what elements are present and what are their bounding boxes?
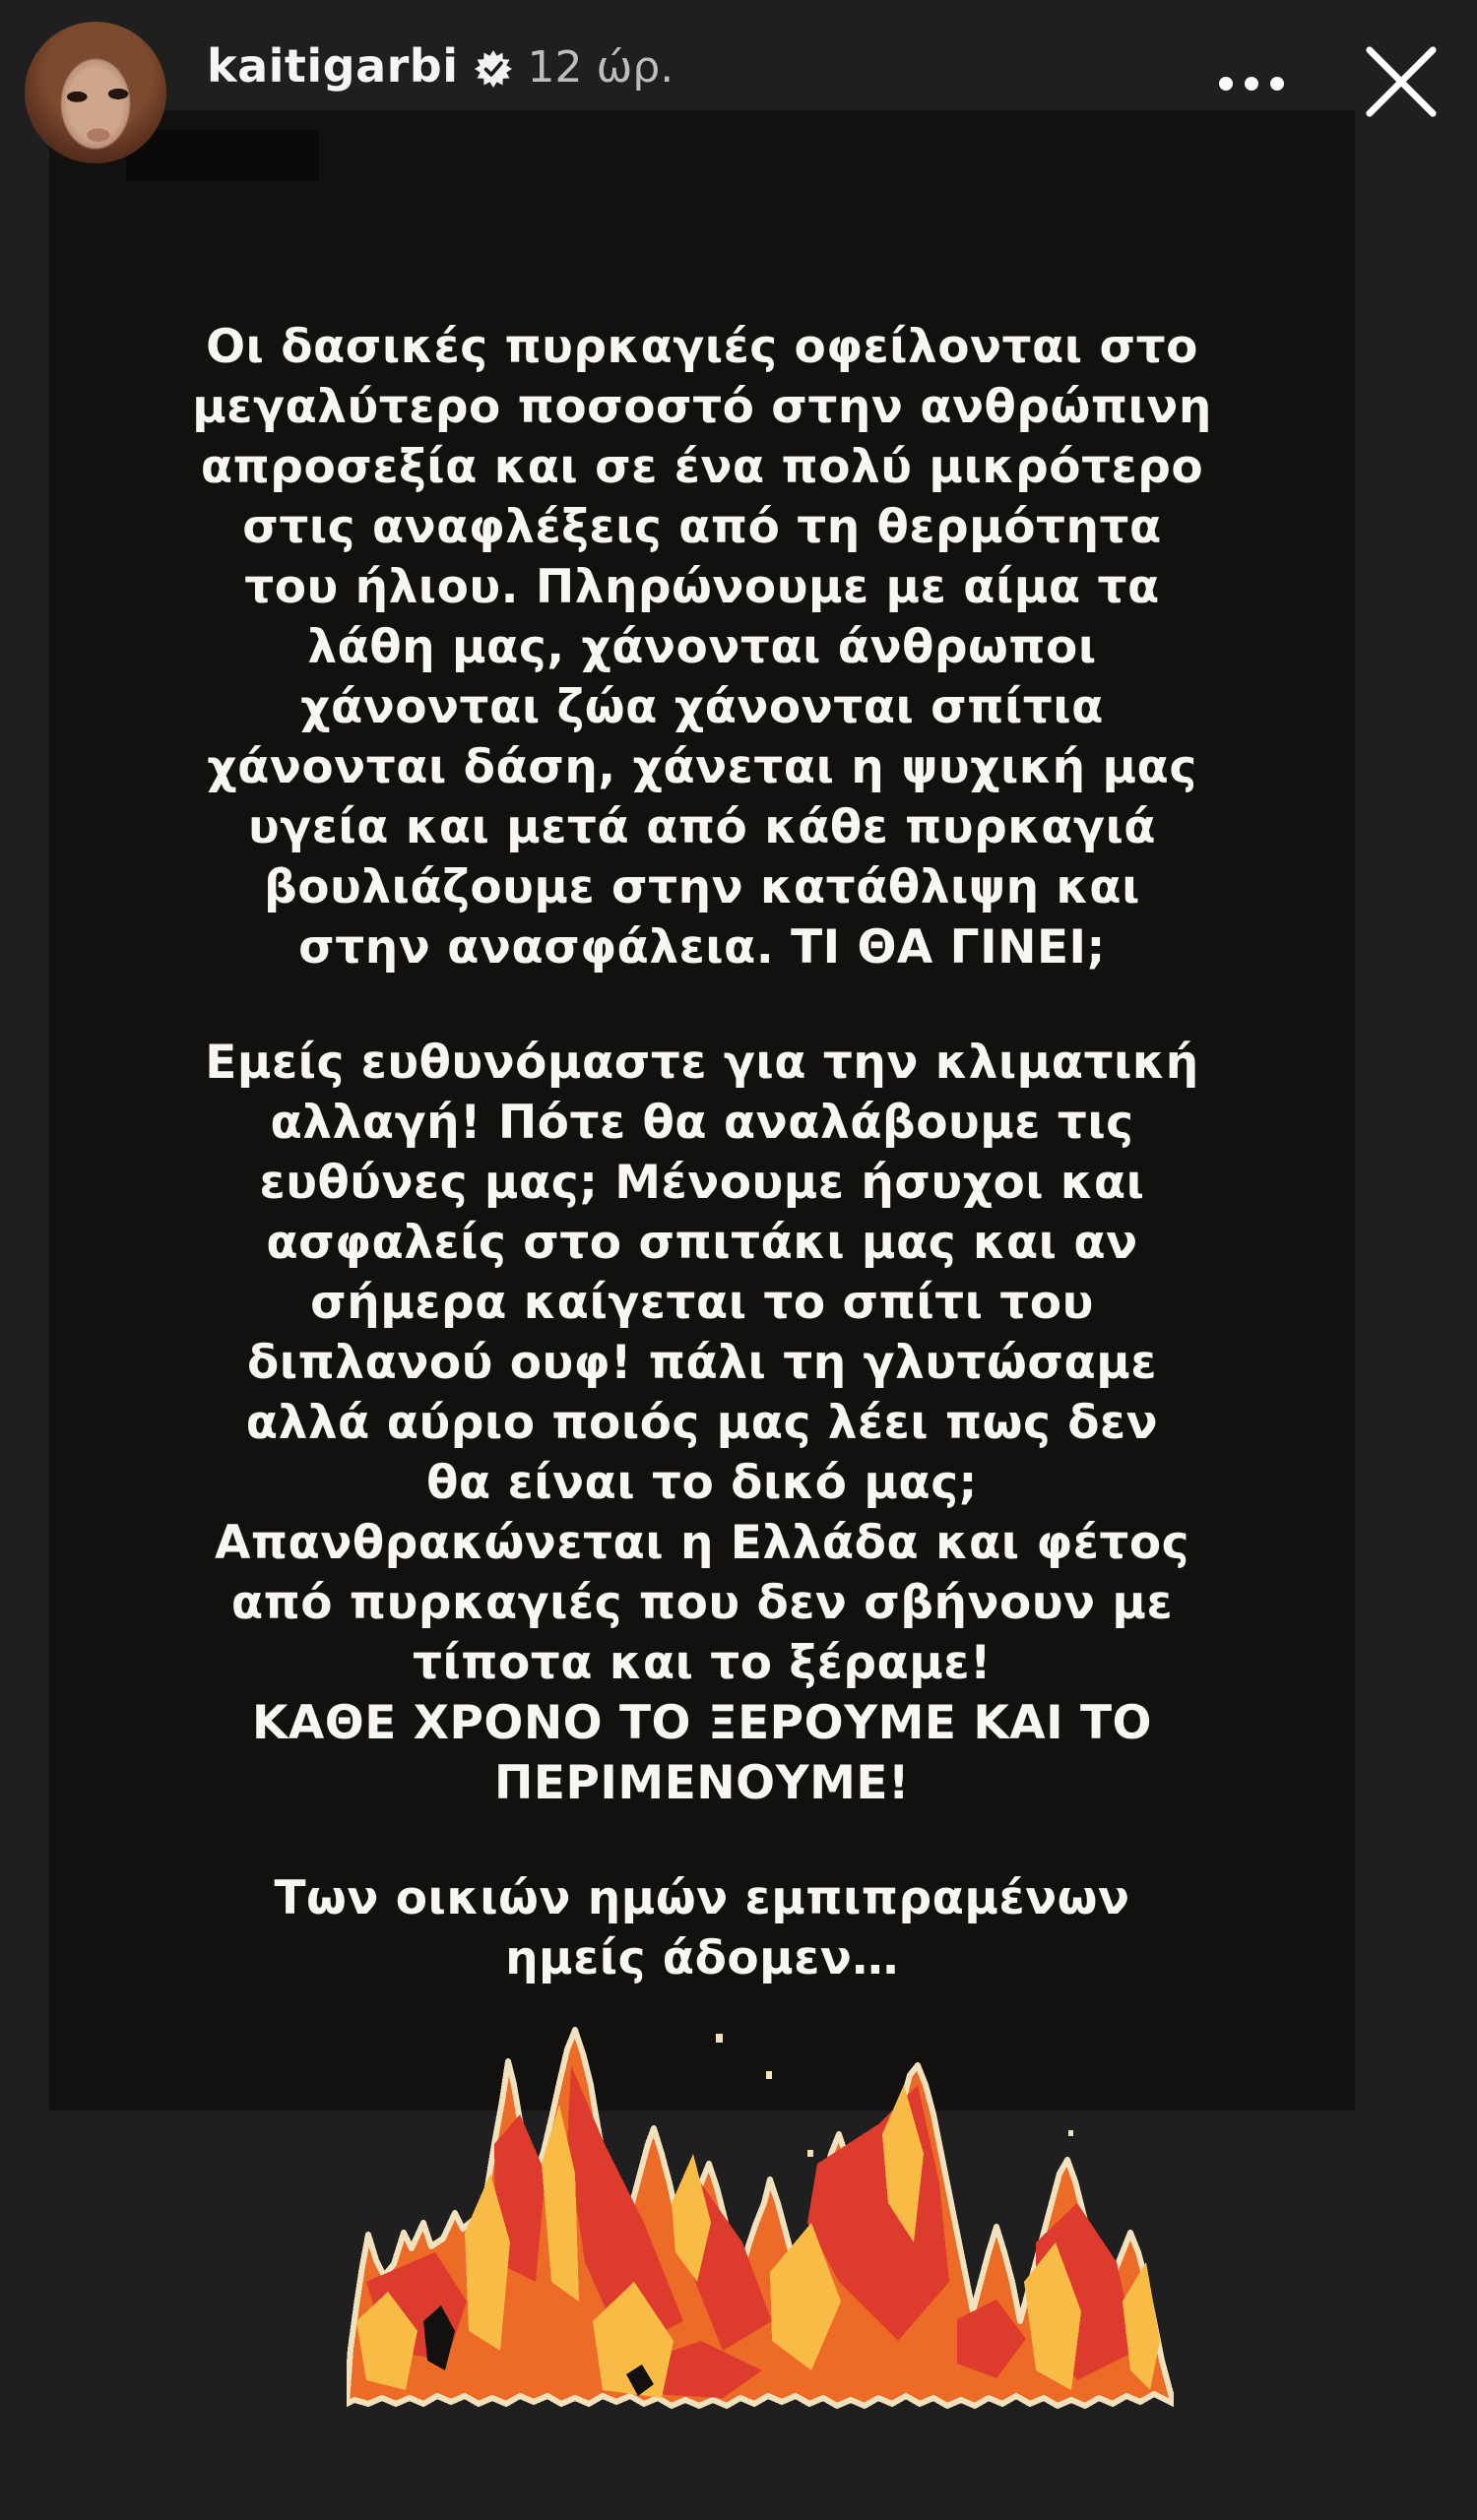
story-text-line: ημείς άδομεν… [505, 1931, 899, 1985]
story-text-line: χάνονται ζώα χάνονται σπίτια [300, 680, 1104, 734]
story-text-line: αλλαγή! Πότε θα αναλάβουμε τις [270, 1096, 1134, 1150]
story-text-line: ασφαλείς στο σπιτάκι μας και αν [266, 1216, 1138, 1270]
dot [1245, 77, 1258, 91]
story-timestamp: 12 ώρ. [527, 41, 674, 93]
story-text-line: ΠΕΡΙΜΕΝΟΥΜΕ! [494, 1756, 910, 1810]
story-text-line: βουλιάζουμε στην κατάθλιψη και [264, 860, 1140, 914]
verified-badge-icon [475, 50, 512, 88]
dot [1219, 77, 1233, 91]
story-text-line: απροσεξία και σε ένα πολύ μικρότερο [200, 440, 1204, 494]
username-row [207, 39, 674, 93]
flame-graphic [347, 2024, 1174, 2410]
story-text-line: ΚΑΘΕ ΧΡΟΝΟ ΤΟ ΞΕΡΟΥΜΕ ΚΑΙ ΤΟ [251, 1696, 1153, 1750]
story-text-line: στις αναφλέξεις από τη θερμότητα [242, 500, 1162, 554]
story-text-line: τίποτα και το ξέραμε! [413, 1636, 992, 1690]
story-text-line: θα είναι το δικό μας; [426, 1456, 978, 1510]
story-text-line: Εμείς ευθυνόμαστε για την κλιματική [205, 1036, 1199, 1090]
story-text-line: από πυρκαγιές που δεν σβήνουν με [230, 1576, 1174, 1630]
story-text-line: ευθύνες μας; Μένουμε ήσυχοι και [259, 1156, 1145, 1210]
story-header [0, 0, 1477, 167]
story-text-line: μεγαλύτερο ποσοστό στην ανθρώπινη [192, 380, 1212, 434]
story-text-block [59, 317, 1345, 1988]
story-text-line: υγεία και μετά από κάθε πυρκαγιά [247, 800, 1157, 854]
story-paragraph [59, 1868, 1345, 1988]
story-text-line: αλλά αύριο ποιός μας λέει πως δεν [245, 1396, 1159, 1450]
story-text-line: στην ανασφάλεια. ΤΙ ΘΑ ΓΙΝΕΙ; [298, 920, 1106, 975]
close-icon[interactable] [1363, 43, 1440, 120]
story-text-line: του ήλιου. Πληρώνουμε με αίμα τα [244, 560, 1160, 614]
story-paragraph [59, 317, 1345, 977]
story-paragraph [59, 1033, 1345, 1813]
story-text-line: σήμερα καίγεται το σπίτι του [310, 1276, 1094, 1330]
story-text-line: διπλανού ουφ! πάλι τη γλυτώσαμε [247, 1336, 1157, 1390]
story-text-line: Απανθρακώνεται η Ελλάδα και φέτος [214, 1516, 1190, 1570]
story-text-line: Των οικιών ημών εμπιπραμένων [274, 1871, 1130, 1925]
more-options-icon[interactable] [1219, 77, 1284, 91]
story-text-line: χάνονται δάση, χάνεται η ψυχική μας [207, 740, 1197, 794]
story-text-line: Οι δασικές πυρκαγιές οφείλονται στο [206, 320, 1198, 374]
story-text-line: λάθη μας, χάνονται άνθρωποι [307, 620, 1097, 674]
dot [1270, 77, 1284, 91]
username[interactable]: kaitigarbi [207, 39, 459, 93]
avatar[interactable] [25, 22, 166, 163]
